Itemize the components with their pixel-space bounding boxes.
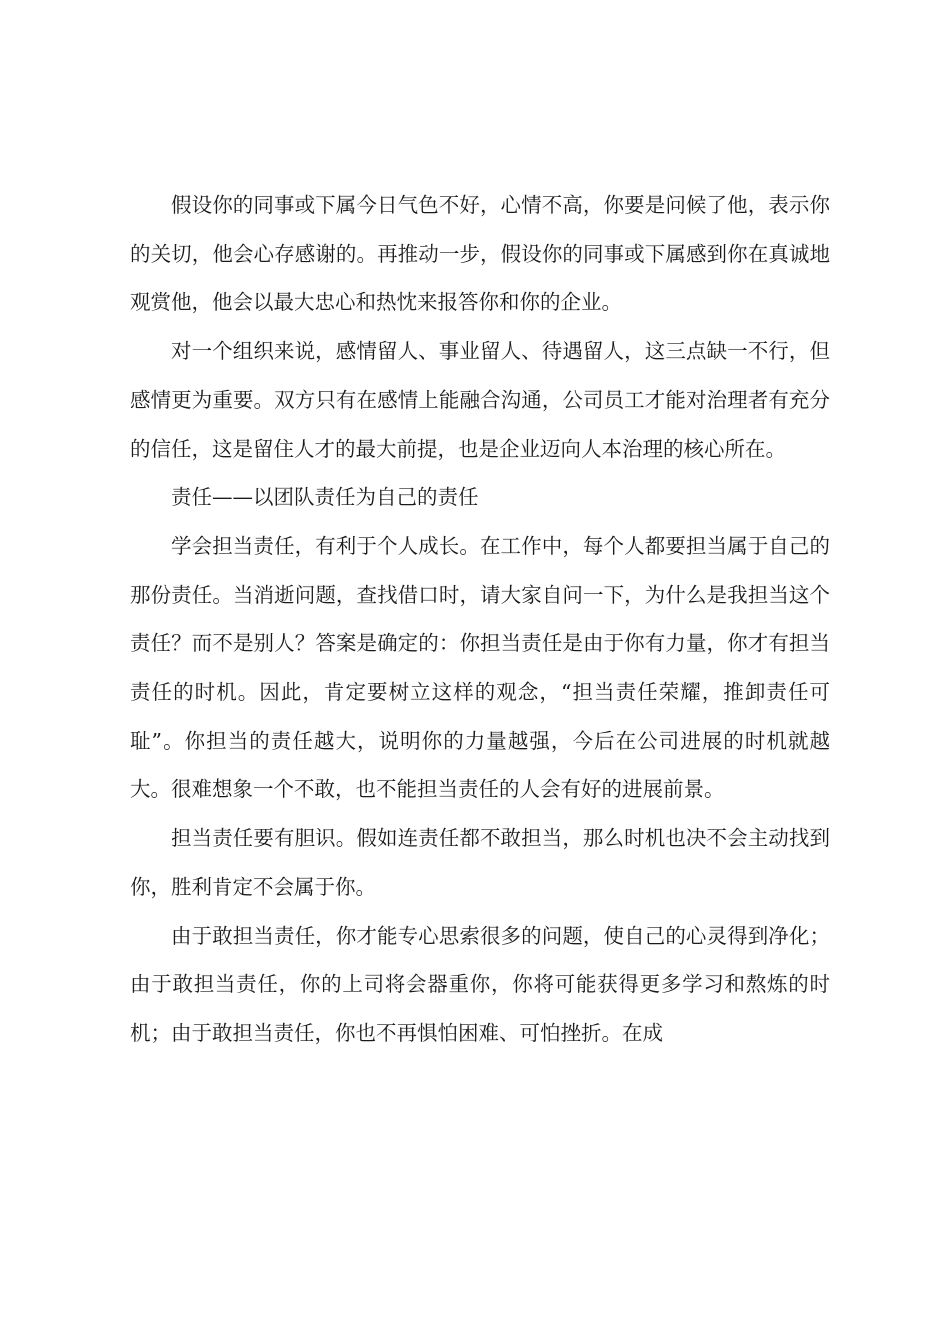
paragraph-benefits: 由于敢担当责任，你才能专心思索很多的问题，使自己的心灵得到净化；由于敢担当责任，你的上司将会器重你，你将可能获得更多学习和熬炼的时机；由于敢担当责任，你也不再惧怕困难、可怕挫折。在成 [130, 923, 830, 1045]
paragraph-care: 假设你的同事或下属今日气色不好，心情不高，你要是问候了他，表示你的关切，他会心存感谢的。再推动一步，假设你的同事或下属感到你在真诚地观赏他，他会以最大忠心和热忱来报答你和你的企业。 [130, 193, 830, 315]
paragraph-emotion-retention: 对一个组织来说，感情留人、事业留人、待遇留人，这三点缺一不行，但感情更为重要。双方只有在感情上能融合沟通，公司员工才能对治理者有充分的信任，这是留住人才的最大前提，也是企业迈向人本治理的核心所在。 [130, 339, 830, 461]
paragraph-courage: 担当责任要有胆识。假如连责任都不敢担当，那么时机也决不会主动找到你，胜利肯定不会属于你。 [130, 826, 830, 899]
document-body [130, 181, 830, 1058]
section-heading-responsibility: 责任——以团队责任为自己的责任 [171, 485, 479, 510]
paragraph-take-responsibility: 学会担当责任，有利于个人成长。在工作中，每个人都要担当属于自己的那份责任。当消逝问题，查找借口时，请大家自问一下，为什么是我担当这个责任？而不是别人？答案是确定的：你担当责任是由于你有力量，你才有担当责任的时机。因此，肯定要树立这样的观念，“担当责任荣耀，推卸责任可耻”。你担当的责任越大，说明你的力量越强，今后在公司进展的时机就越大。很难想象一个不敢，也不能担当责任的人会有好的进展前景。 [130, 533, 830, 802]
